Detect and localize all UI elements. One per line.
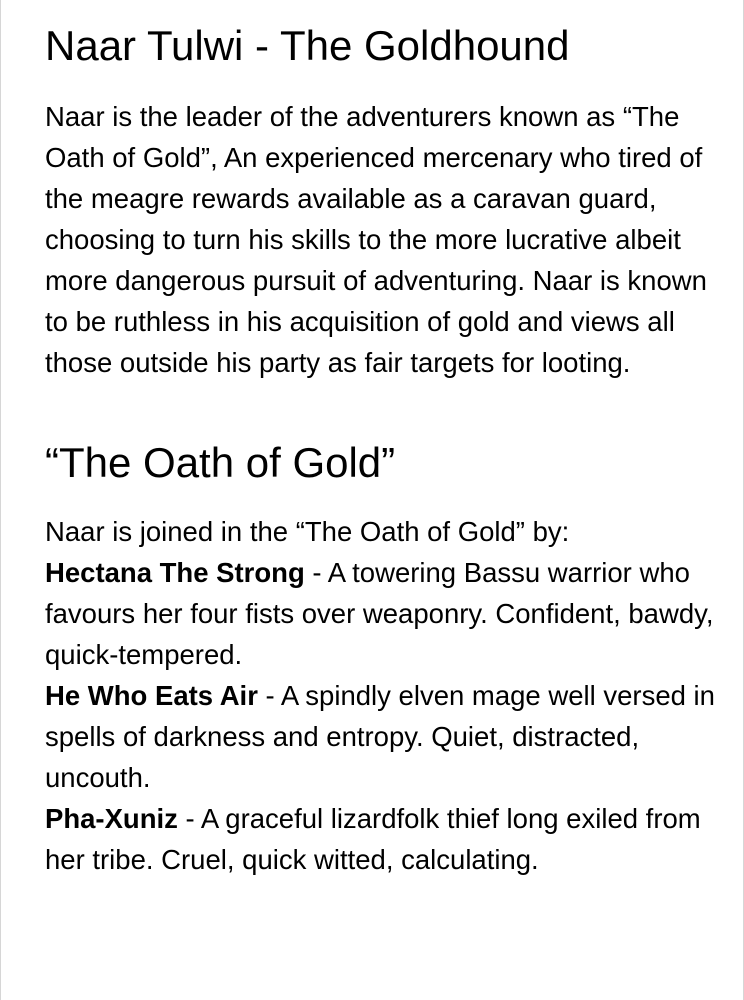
- member-description: A graceful lizardfolk thief long exiled from her tribe. Cruel, quick witted, calculating.: [45, 803, 701, 875]
- document-body: [45, 14, 725, 880]
- member-entry: [45, 552, 725, 675]
- member-entry: [45, 675, 725, 798]
- party-members: [45, 511, 725, 880]
- party-intro: Naar is joined in the “The Oath of Gold” by:: [45, 516, 570, 547]
- member-separator: -: [257, 680, 281, 711]
- member-entry: [45, 798, 725, 880]
- bio-paragraph: Naar is the leader of the adventurers known as “The Oath of Gold”, An experienced mercenary who tired of the meagre rewards available as a caravan guard, choosing to turn his skills to the more lucrative albeit more dangerous pursuit of adventuring. Naar is known to be ruthless in his acquisition of gold and views all those outside his party as fair targets for looting.: [45, 101, 707, 378]
- member-name: He Who Eats Air: [45, 680, 258, 711]
- member-description: A spindly elven mage well versed in spells of darkness and entropy. Quiet, distracted, uncouth.: [45, 680, 715, 793]
- member-separator: -: [304, 557, 328, 588]
- member-name: Pha-Xuniz: [45, 803, 178, 834]
- party-title: “The Oath of Gold”: [45, 439, 396, 486]
- page-title: Naar Tulwi - The Goldhound: [45, 22, 570, 69]
- member-name: Hectana The Strong: [45, 557, 305, 588]
- member-description: A towering Bassu warrior who favours her four fists over weaponry. Confident, bawdy, quick-tempered.: [45, 557, 714, 670]
- member-separator: -: [177, 803, 201, 834]
